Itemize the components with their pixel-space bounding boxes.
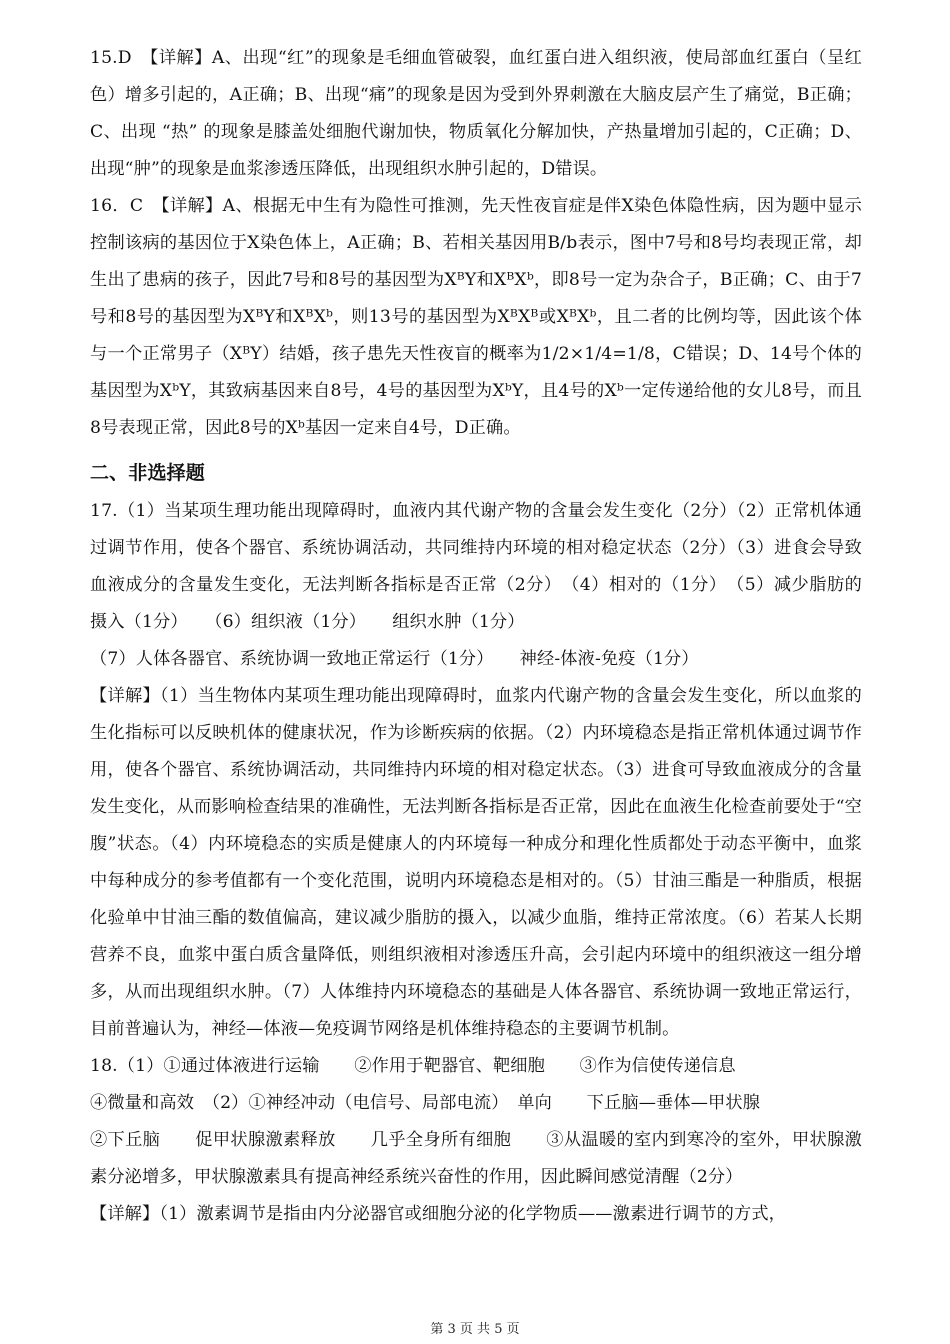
q18-explanation: 【详解】（1）激素调节是指由内分泌器官或细胞分泌的化学物质——激素进行调节的方式， — [90, 1204, 786, 1224]
q17-answer: 17.（1）当某项生理功能出现障碍时，血液内其代谢产物的含量会发生变化（2分）（2）正常机体通过调节作用，使各个器官、系统协调活动，共同维持内环境的相对稳定状态（2分）（3）进食会导致血液成分的含量发生变化，无法判断各指标是否正常（2分） （4）相对的（1分） （5）减少脂肪的摄入（1分） （6）组织液（1分） 组织水肿（1分） — [90, 501, 862, 632]
q18-answer-line2: ④微量和高效 （2）①神经冲动（电信号、局部电流） 单向 下丘脑—垂体—甲状腺 — [90, 1093, 761, 1113]
page-footer: 第 3 页 共 5 页 — [430, 1322, 520, 1337]
q16-answer: 16．C 【详解】A、根据无中生有为隐性可推测，先天性夜盲症是伴X染色体隐性病，因为题中显示控制该病的基因位于X染色体上，A正确；B、若相关基因用B/b表示，图中7号和8号均表现正常，却生出了患病的孩子，因此7号和8号的基因型为XᴮY和XᴮXᵇ，即8号一定为杂合子，B正确；C、由于7号和8号的基因型为XᴮY和XᴮXᵇ，则13号的基因型为XᴮXᴮ或XᴮXᵇ，且二者的比例均等，因此该个体与一个正常男子（XᴮY）结婚，孩子患先天性夜盲的概率为1/2×1/4=1/8，C错误；D、14号个体的基因型为XᵇY，其致病基因来自8号，4号的基因型为XᵇY，且4号的Xᵇ一定传递给他的女儿8号，而且8号表现正常，因此8号的Xᵇ基因一定来自4号，D正确。 — [90, 196, 862, 438]
q15-answer: 15.D 【详解】A、出现“红”的现象是毛细血管破裂，血红蛋白进入组织液，使局部血红蛋白（呈红色）增多引起的，A正确；B、出现“痛”的现象是因为受到外界刺激在大脑皮层产生了痛觉，B正确；C、出现 “热” 的现象是膝盖处细胞代谢加快，物质氧化分解加快，产热量增加引起的，C正确；D、出现“肿”的现象是血浆渗透压降低，出现组织水肿引起的，D错误。 — [90, 48, 862, 179]
q17-answer-line2: （7）人体各器官、系统协调一致地正常运行（1分） 神经-体液-免疫（1分） — [90, 649, 699, 669]
page-content — [90, 40, 862, 1233]
q18-answer-rest: ②下丘脑 促甲状腺激素释放 几乎全身所有细胞 ③从温暖的室内到寒冷的室外，甲状腺激素分泌增多，甲状腺激素具有提高神经系统兴奋性的作用，因此瞬间感觉清醒（2分） — [90, 1130, 862, 1187]
section-heading: 二、非选择题 — [90, 462, 205, 484]
q17-explanation: 【详解】（1）当生物体内某项生理功能出现障碍时，血浆内代谢产物的含量会发生变化，所以血浆的生化指标可以反映机体的健康状况，作为诊断疾病的依据。（2）内环境稳态是指正常机体通过调节作用，使各个器官、系统协调活动，共同维持内环境的相对稳定状态。（3）进食可导致血液成分的含量发生变化，从而影响检查结果的准确性，无法判断各指标是否正常，因此在血液生化检查前要处于“空腹”状态。（4）内环境稳态的实质是健康人的内环境每一种成分和理化性质都处于动态平衡中，血浆中每种成分的参考值都有一个变化范围，说明内环境稳态是相对的。（5）甘油三酯是一种脂质，根据化验单中甘油三酯的数值偏高，建议减少脂肪的摄入，以减少血脂，维持正常浓度。（6）若某人长期营养不良，血浆中蛋白质含量降低，则组织液相对渗透压升高，会引起内环境中的组织液这一组分增多，从而出现组织水肿。（7）人体维持内环境稳态的基础是人体各器官、系统协调一致地正常运行，目前普遍认为，神经—体液—免疫调节网络是机体维持稳态的主要调节机制。 — [90, 686, 862, 1039]
q18-answer-line1: 18.（1）①通过体液进行运输 ②作用于靶器官、靶细胞 ③作为信使传递信息 — [90, 1056, 736, 1076]
